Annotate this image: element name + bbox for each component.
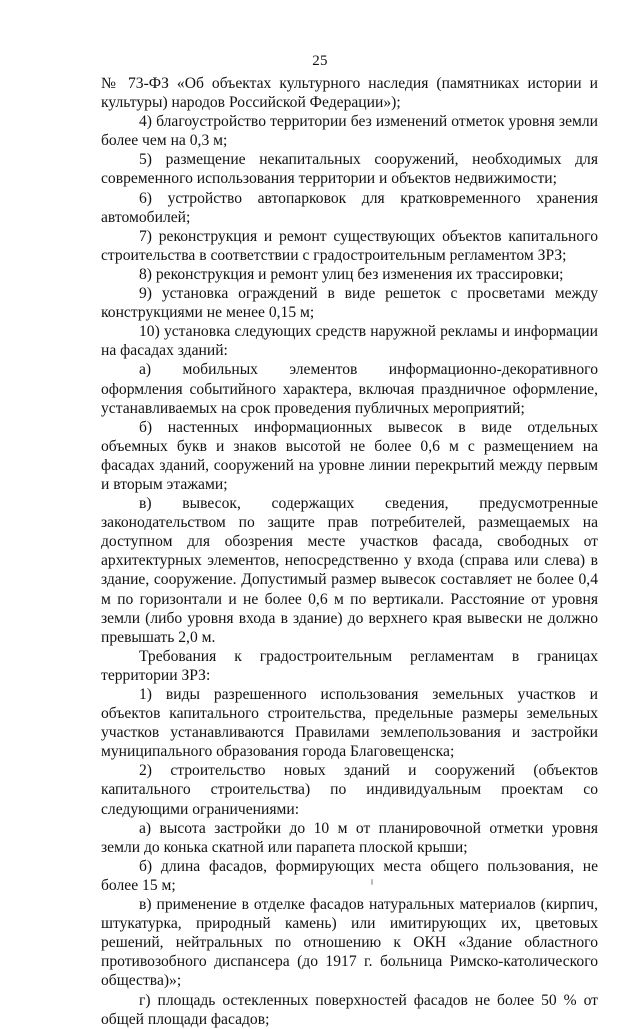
paragraph: а) мобильных элементов информационно-декоративного оформления событийного характера, включая праздничное оформление, устанавливаемых на срок проведения публичных мероприятий; bbox=[101, 361, 598, 417]
paragraph: 10) установка следующих средств наружной рекламы и информации на фасадах зданий: bbox=[101, 323, 598, 360]
paragraph: в) вывесок, содержащих сведения, предусмотренные законодательством по защите прав потребителей, размещаемых на доступном для обозрения месте участков фасада, свободных от архитектурных элементов, непосредственно у входа (справа или слева) в здание, сооружение. Допустимый размер вывесок составляет не более 0,4 м по горизонтали и не более 0,6 м по вертикали. Расстояние от уровня земли (либо уровня входа в здание) до верхнего края вывески не должно превышать 2,0 м. bbox=[101, 495, 598, 646]
paragraph: 6) устройство автопарковок для кратковременного хранения автомобилей; bbox=[101, 189, 598, 226]
paragraph: 9) установка ограждений в виде решеток с просветами между конструкциями не менее 0,15 м; bbox=[101, 285, 598, 322]
paragraph: б) длина фасадов, формирующих места общего пользования, не более 15 м; bbox=[101, 857, 598, 894]
paragraph: 2) строительство новых зданий и сооружений (объектов капитального строительства) по индивидуальным проектам со следующими ограничениями: bbox=[101, 762, 598, 818]
paragraph: 4) благоустройство территории без изменений отметок уровня земли более чем на 0,3 м; bbox=[101, 113, 598, 150]
paragraph: Требования к градостроительным регламентам в границах территории ЗРЗ: bbox=[101, 647, 598, 684]
document-body bbox=[101, 74, 598, 1029]
page-number: 25 bbox=[312, 53, 328, 69]
paragraph: 5) размещение некапитальных сооружений, необходимых для современного использования территории и объектов недвижимости; bbox=[101, 151, 598, 188]
paragraph: № 73-ФЗ «Об объектах культурного наследия (памятниках истории и культуры) народов Российской Федерации»); bbox=[101, 75, 598, 112]
paragraph: 7) реконструкция и ремонт существующих объектов капитального строительства в соответствии с градостроительным регламентом ЗРЗ; bbox=[101, 227, 598, 264]
paragraph: 8) реконструкция и ремонт улиц без изменения их трассировки; bbox=[139, 265, 564, 283]
paragraph: г) площадь остекленных поверхностей фасадов не более 50 % от общей площади фасадов; bbox=[101, 991, 598, 1028]
paragraph: а) высота застройки до 10 м от планировочной отметки уровня земли до конька скатной или парапета плоской крыши; bbox=[101, 819, 598, 856]
paragraph: в) применение в отделке фасадов натуральных материалов (кирпич, штукатурка, природный камень) или имитирующих их, цветовых решений, нейтральных по отношению к ОКН «Здание областного противозобного диспансера (до 1917 г. больница Римско-католического общества)»; bbox=[101, 896, 598, 990]
paragraph: б) настенных информационных вывесок в виде отдельных объемных букв и знаков высотой не более 0,6 м с размещением на фасадах зданий, сооружений на уровне линии перекрытий между первым и вторым этажами; bbox=[101, 418, 598, 493]
scan-artifact bbox=[371, 879, 373, 885]
paragraph: 1) виды разрешенного использования земельных участков и объектов капитального строительства, предельные размеры земельных участков устанавливаются Правилами землепользования и застройки муниципального образования города Благовещенска; bbox=[101, 686, 598, 761]
